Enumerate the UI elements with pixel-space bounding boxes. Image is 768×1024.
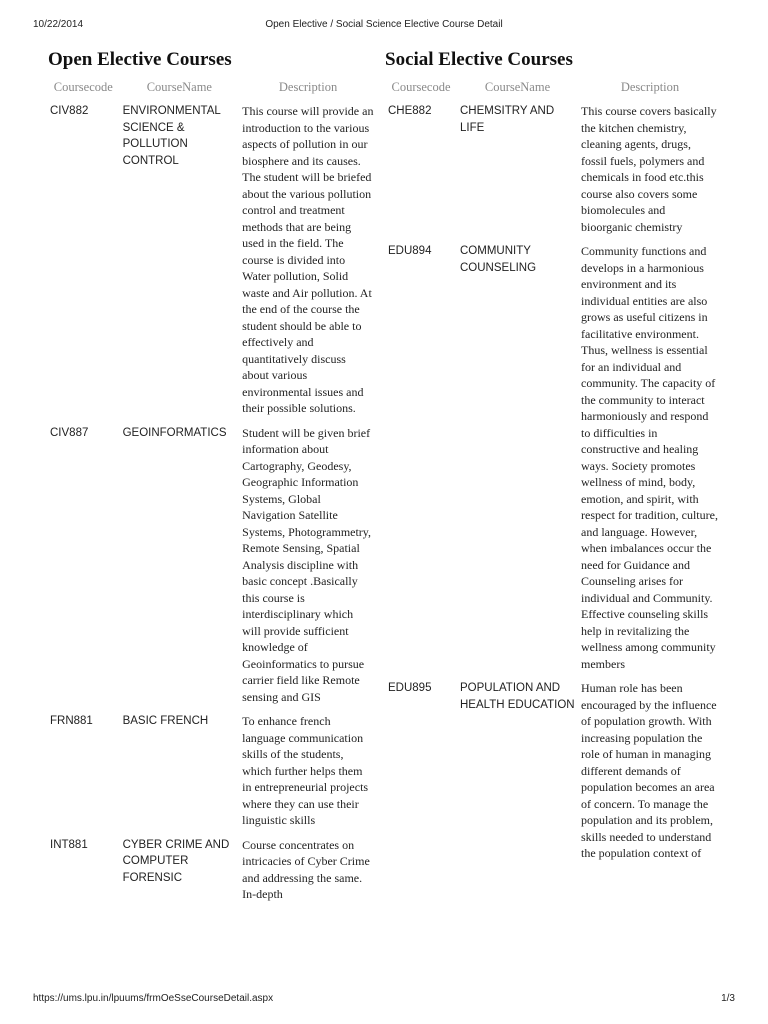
table-row [385,680,722,870]
description-header: Description [278,80,338,94]
open-elective-section [47,48,377,911]
page-number: 1/3 [721,993,735,1004]
coursename-header: CourseName [146,80,212,94]
table-row [47,103,377,425]
course-description: This course covers basically the kitchen chemistry, cleaning agents, drugs, fossil fuels, polymers and chemicals in food etc.this course also covers some biomolecules and bioorganic chemistry [581,104,717,234]
table-row [385,243,722,680]
course-name: COMMUNITY COUNSELING [460,245,537,274]
table-header-row [47,76,377,103]
course-description: To enhance french language communication skills of the students, which further helps them in entrepreneurial projects where they can use their linguistic skills [242,714,369,827]
social-elective-section [385,48,725,870]
course-code: EDU895 [388,682,432,694]
course-code: FRN881 [50,715,93,727]
course-description: Student will be given brief information about Cartography, Geodesy, Geographic Information Systems, Global Navigation Satellite Systems, Photogrammetry, Remote Sensing, Spatial Analysis discipline with basic concept .Basically this course is interdisciplinary which will provide sufficient knowledge of Geoinformatics to pursue carrier field like Remote sensing and GIS [242,425,372,704]
course-code: INT881 [50,838,88,851]
coursecode-header: Coursecode [53,80,113,94]
course-code: EDU894 [388,245,432,257]
course-name: BASIC FRENCH [122,715,209,727]
table-row [47,837,377,911]
social-elective-title: Social Elective Courses [385,49,573,70]
course-code: CIV887 [50,426,89,439]
course-name: CHEMSITRY AND LIFE [460,105,555,134]
table-header-row [385,76,722,103]
social-elective-table [385,76,722,870]
page-url: https://ums.lpu.in/lpuums/frmOeSseCourseDetail.aspx [33,993,274,1004]
coursecode-header: Coursecode [391,80,451,94]
course-name: POPULATION AND HEALTH EDUCATION [460,682,575,711]
print-date: 10/22/2014 [33,19,84,30]
table-row [47,713,377,837]
table-row [385,103,722,243]
course-code: CIV882 [50,105,89,117]
course-name: GEOINFORMATICS [122,426,227,439]
open-elective-table [47,76,377,911]
course-name: CYBER CRIME AND COMPUTER FORENSIC [122,838,230,884]
course-description: Course concentrates on intricacies of Cyber Crime and addressing the same. In-depth [242,837,370,901]
table-row [47,425,377,714]
course-code: CHE882 [388,105,432,117]
print-title: Open Elective / Social Science Elective Course Detail [265,19,503,30]
course-name: ENVIRONMENTAL SCIENCE & POLLUTION CONTROL [122,105,221,167]
course-description: Community functions and develops in a harmonious environment and its individual entities are also grows as useful citizens in facilitative environment. Thus, wellness is essential for an individual and community. The capacity of the community to interact harmoniously and respond to difficulties in constructive and healing ways. Society promotes wellness of mind, body, emotion, and spirit, with respect for tradition, culture, and language. However, when imbalances occur the need for Guidance and Counseling arises for individual and Community. Effective counseling skills help in revitalizing the wellness among community members [581,244,718,671]
open-elective-title: Open Elective Courses [48,49,232,70]
course-description: This course will provide an introduction to the various aspects of pollution in our biosphere and its causes. The student will be briefed about the various pollution control and treatment methods that are being used in the field. The course is divided into Water pollution, Solid waste and Air pollution. At the end of the course the student should be able to effectively and quantitatively discuss about various environmental issues and their possible solutions. [242,104,374,415]
description-header: Description [620,80,680,94]
coursename-header: CourseName [484,80,551,94]
course-description: Human role has been encouraged by the influence of population growth. With increasing population the role of human in managing different demands of population becomes an area of concern. To manage the population and its problem, skills needed to understand the population context of [581,681,717,860]
